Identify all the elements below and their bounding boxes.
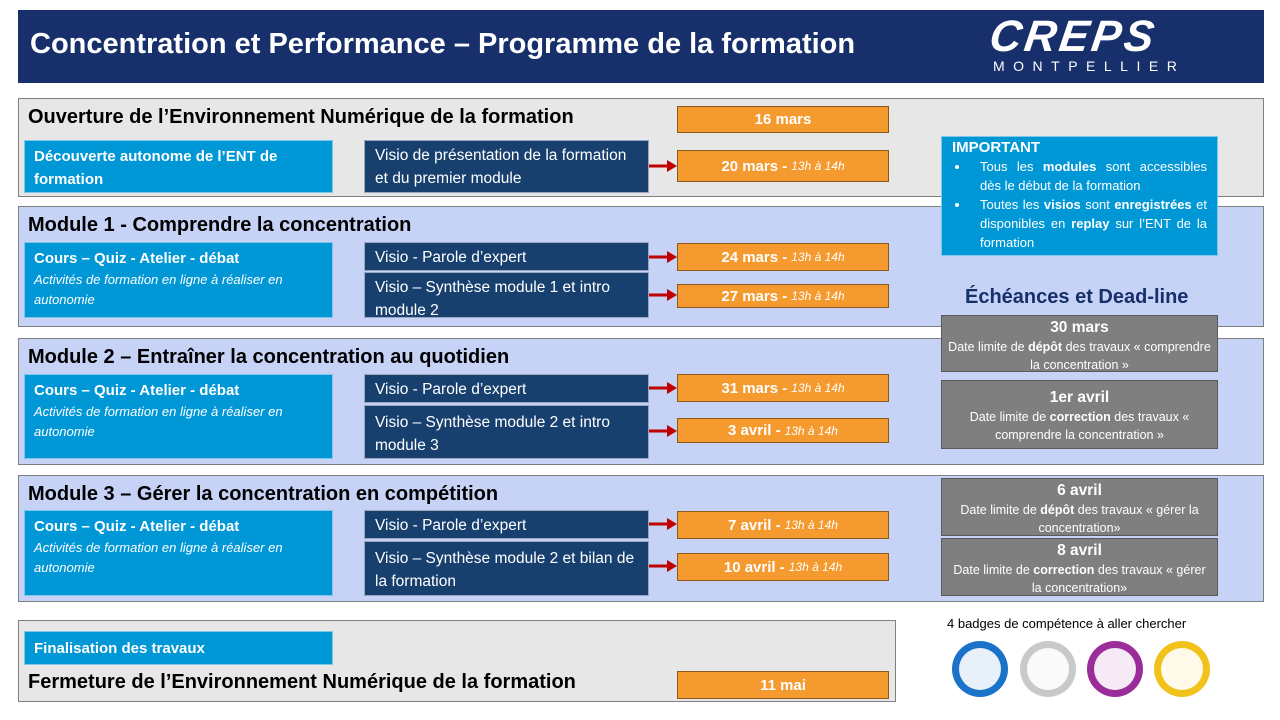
deadlines-title: Échéances et Dead-line	[965, 286, 1189, 308]
closing-title: Fermeture de l’Environnement Numérique de la formation	[28, 671, 576, 693]
opening-title: Ouverture de l’Environnement Numérique de la formation	[28, 106, 574, 128]
creps-logo-subtitle: MONTPELLIER	[993, 58, 1186, 74]
module1-course-title: Cours – Quiz - Atelier - débat	[34, 250, 240, 267]
module2-visio-expert[interactable]: Visio - Parole d’expert	[364, 374, 649, 403]
creps-logo: CREPS	[986, 12, 1161, 61]
page-title: Concentration et Performance – Programme de la formation	[30, 28, 856, 60]
module1-course-subtitle: Activités de formation en ligne à réaliser en autonomie	[34, 272, 283, 307]
badge-1-icon[interactable]	[952, 641, 1008, 697]
module1-title: Module 1 - Comprendre la concentration	[28, 214, 412, 236]
module3-visio-synthese[interactable]: Visio – Synthèse module 2 et bilan de la formation	[364, 541, 649, 596]
arrow-right-icon	[649, 558, 677, 574]
module2-course-box[interactable]	[24, 374, 333, 459]
module1-visio-expert-date: 24 mars - 13h à 14h	[677, 243, 889, 271]
arrow-right-icon	[649, 423, 677, 439]
visio-presentation-date: 20 mars - 13h à 14h	[677, 150, 889, 182]
module1-visio-synthese[interactable]: Visio – Synthèse module 1 et intro module 2	[364, 272, 649, 318]
module3-course-title: Cours – Quiz - Atelier - débat	[34, 518, 240, 535]
important-heading: IMPORTANT	[952, 139, 1041, 156]
arrow-right-icon	[649, 380, 677, 396]
finalisation-label: Finalisation des travaux	[34, 640, 205, 657]
discover-ent-label: Découverte autonome de l’ENT de formation	[34, 148, 278, 188]
arrow-right-icon	[649, 287, 677, 303]
important-bullet-visios: • Toutes les visios sont enregistrées et disponibles en replay sur l’ENT de la formation	[970, 195, 1207, 252]
badges-label: 4 badges de compétence à aller chercher	[947, 616, 1187, 631]
module3-visio-expert[interactable]: Visio - Parole d’expert	[364, 510, 649, 539]
module2-course-title: Cours – Quiz - Atelier - débat	[34, 382, 240, 399]
module2-title: Module 2 – Entraîner la concentration au quotidien	[28, 346, 510, 368]
deadline-item: 30 mars Date limite de dépôt des travaux « comprendre la concentration »	[941, 315, 1218, 372]
opening-date-badge: 16 mars	[677, 106, 889, 133]
module3-visio-expert-date: 7 avril - 13h à 14h	[677, 511, 889, 539]
module2-visio-expert-date: 31 mars - 13h à 14h	[677, 374, 889, 402]
module3-course-box[interactable]	[24, 510, 333, 596]
module2-visio-synthese[interactable]: Visio – Synthèse module 2 et intro module 3	[364, 405, 649, 459]
arrow-right-icon	[649, 516, 677, 532]
arrow-right-icon	[649, 158, 677, 174]
module1-visio-synthese-date: 27 mars - 13h à 14h	[677, 284, 889, 308]
badge-2-icon[interactable]	[1020, 641, 1076, 697]
important-notice	[941, 136, 1218, 256]
badge-4-icon[interactable]	[1154, 641, 1210, 697]
important-bullet-modules: • Tous les modules sont accessibles dès le début de la formation	[970, 157, 1207, 195]
deadline-item: 1er avril Date limite de correction des travaux « comprendre la concentration »	[941, 380, 1218, 449]
closing-date-badge: 11 mai	[677, 671, 889, 699]
badge-3-icon[interactable]	[1087, 641, 1143, 697]
module2-visio-synthese-date: 3 avril - 13h à 14h	[677, 418, 889, 443]
arrow-right-icon	[649, 249, 677, 265]
module1-visio-expert[interactable]: Visio - Parole d’expert	[364, 242, 649, 271]
module3-course-subtitle: Activités de formation en ligne à réaliser en autonomie	[34, 540, 283, 575]
visio-presentation-box[interactable]: Visio de présentation de la formation et du premier module	[364, 140, 649, 193]
finalisation-box[interactable]	[24, 631, 333, 665]
module3-visio-synthese-date: 10 avril - 13h à 14h	[677, 553, 889, 581]
module2-course-subtitle: Activités de formation en ligne à réaliser en autonomie	[34, 404, 283, 439]
module3-title: Module 3 – Gérer la concentration en compétition	[28, 483, 499, 505]
deadline-item: 8 avril Date limite de correction des travaux « gérer la concentration»	[941, 538, 1218, 596]
module1-course-box[interactable]	[24, 242, 333, 318]
discover-ent-box[interactable]	[24, 140, 333, 193]
deadline-item: 6 avril Date limite de dépôt des travaux « gérer la concentration»	[941, 478, 1218, 536]
